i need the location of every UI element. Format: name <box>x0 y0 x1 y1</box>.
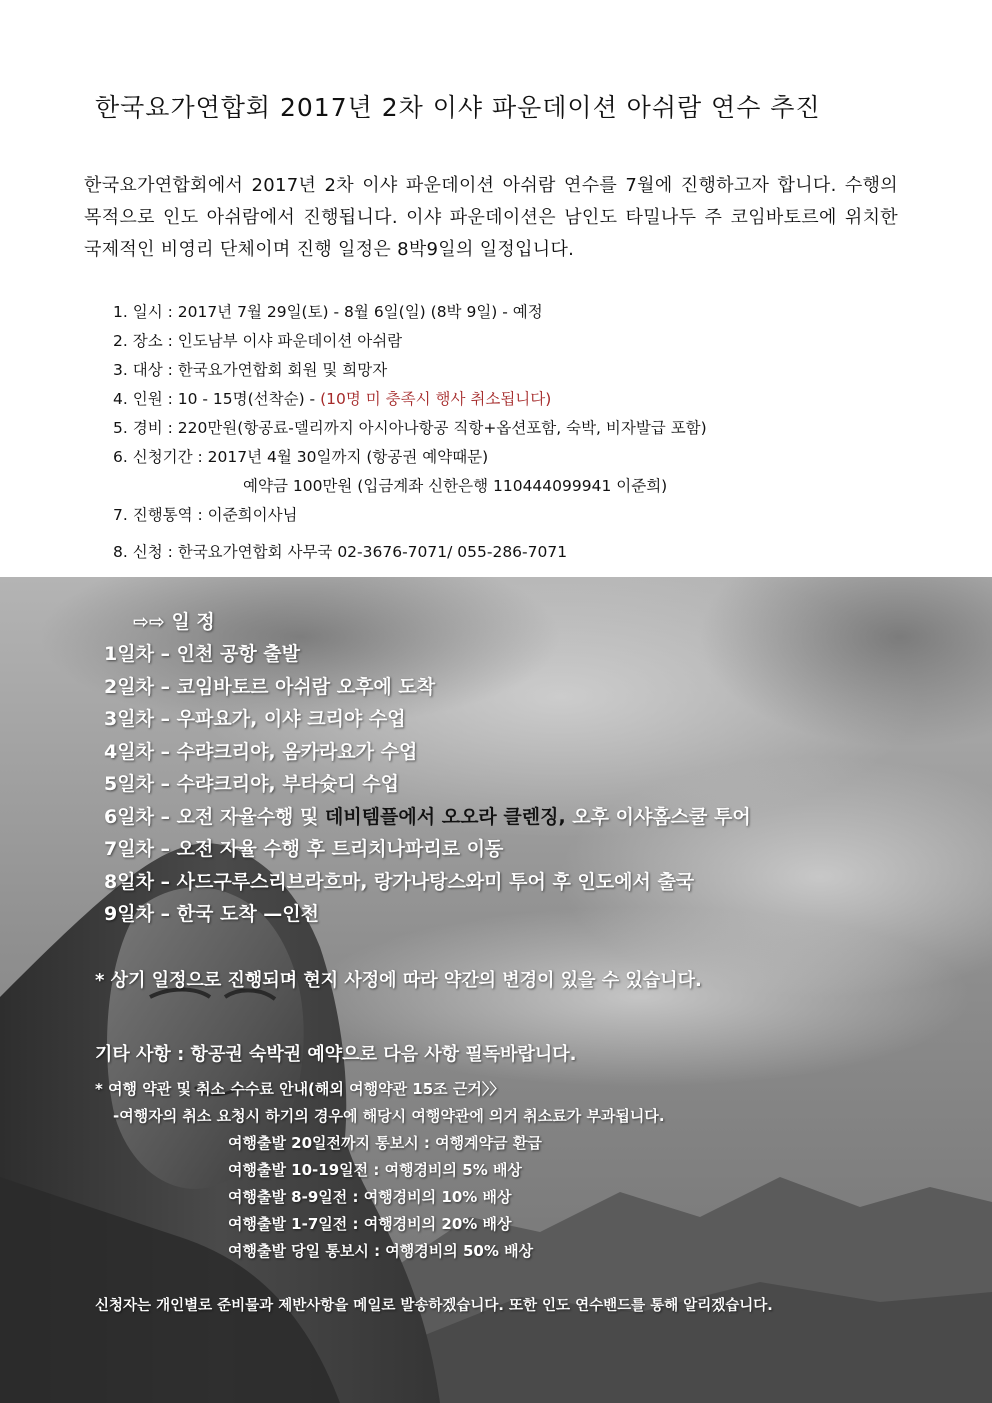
schedule-day-2: 2일차 – 코임바토르 아쉬람 오후에 도착 <box>104 675 436 698</box>
terms-title: * 여행 약관 및 취소 수수료 안내(해외 여행약관 15조 근거〉〉 <box>95 1080 505 1098</box>
terms-description: -여행자의 취소 요청시 하기의 경우에 해당시 여행약관에 의거 취소료가 부과됩니다. <box>113 1107 665 1125</box>
headcount-text: 4. 인원 : 10 - 15명(선착순) - <box>113 390 321 408</box>
info-list <box>113 298 973 567</box>
info-item-headcount <box>113 385 973 414</box>
cancel-tier-4: 여행출발 1-7일전 : 여행경비의 20% 배상 <box>228 1215 512 1233</box>
schedule-day-8: 8일차 – 사드구루스리브라흐마, 랑가나탕스와미 투어 후 인도에서 출국 <box>104 870 695 893</box>
day6-afternoon: 오후 이샤홈스쿨 투어 <box>565 805 751 828</box>
info-item-cost: 5. 경비 : 220만원(항공료-델리까지 아시아나항공 직항+옵션포함, 숙박, 비자발급 포함) <box>113 419 707 437</box>
schedule-day-7: 7일차 – 오전 자율 수행 후 트리치나파리로 이동 <box>104 838 504 860</box>
info-item-deposit: 예약금 100만원 (입금계좌 신한은행 110444099941 이준희) <box>243 477 668 495</box>
schedule-heading: ⇨⇨ 일 정 <box>133 611 215 633</box>
schedule-day-5: 5일차 – 수랴크리야, 부타슛디 수업 <box>104 773 399 795</box>
info-item-interpreter: 7. 진행통역 : 이준희이사님 <box>113 506 298 524</box>
cancel-tier-2: 여행출발 10-19일전 : 여행경비의 5% 배상 <box>228 1161 522 1179</box>
cancel-tier-1: 여행출발 20일전까지 통보시 : 여행계약금 환급 <box>228 1134 542 1152</box>
etc-heading: 기타 사항 : 항공권 숙박권 예약으로 다음 사항 필독바랍니다. <box>95 1044 577 1065</box>
cancel-tier-5: 여행출발 당일 통보시 : 여행경비의 50% 배상 <box>228 1242 534 1260</box>
schedule-day-4: 4일차 – 수랴크리야, 옴카라요가 수업 <box>104 740 418 763</box>
info-item-date: 1. 일시 : 2017년 7월 29일(토) - 8월 6일(일) (8박 9일) - 예정 <box>113 303 543 321</box>
info-item-period: 6. 신청기간 : 2017년 4월 30일까지 (항공권 예약때문) <box>113 448 489 466</box>
intro-paragraph: 한국요가연합회에서 2017년 2차 이샤 파운데이션 아쉬람 연수를 7월에 진행하고자 합니다. 수행의 목적으로 인도 아쉬람에서 진행됩니다. 이샤 파운데이션은 남인도 타밀나두 주 코임바토르에 위치한 국제적인 비영리 단체이며 진행 일정은 8박9일의 일정입니다. <box>84 175 898 260</box>
schedule-day-9: 9일차 – 한국 도착 —인천 <box>104 903 320 925</box>
day6-temple: 데비템플에서 오오라 클렌징, <box>324 805 566 828</box>
footer-note: 신청자는 개인별로 준비물과 제반사항을 메일로 발송하겠습니다. 또한 인도 연수밴드를 통해 알리겠습니다. <box>95 1298 773 1314</box>
info-item-target: 3. 대상 : 한국요가연합회 회원 및 희망자 <box>113 361 388 379</box>
schedule-day-1: 1일차 – 인천 공항 출발 <box>104 643 301 665</box>
schedule-change-notice: * 상기 일정으로 진행되며 현지 사정에 따라 약간의 변경이 있을 수 있습니다. <box>95 970 702 991</box>
cancellation-policy <box>95 1076 665 1265</box>
schedule-day-6 <box>104 801 751 834</box>
page-title: 한국요가연합회 2017년 2차 이샤 파운데이션 아쉬람 연수 추진 <box>95 93 821 122</box>
info-item-place: 2. 장소 : 인도남부 이샤 파운데이션 아쉬람 <box>113 332 403 350</box>
schedule-list <box>104 638 751 931</box>
cancel-tier-3: 여행출발 8-9일전 : 여행경비의 10% 배상 <box>228 1188 512 1206</box>
info-item-contact: 8. 신청 : 한국요가연합회 사무국 02-3676-7071/ 055-286-7071 <box>113 543 568 561</box>
day6-morning: 6일차 – 오전 자율수행 및 <box>104 805 325 828</box>
schedule-day-3: 3일차 – 우파요가, 이샤 크리야 수업 <box>104 708 406 730</box>
cancellation-warning: (10명 미 충족시 행사 취소됩니다) <box>320 390 552 408</box>
